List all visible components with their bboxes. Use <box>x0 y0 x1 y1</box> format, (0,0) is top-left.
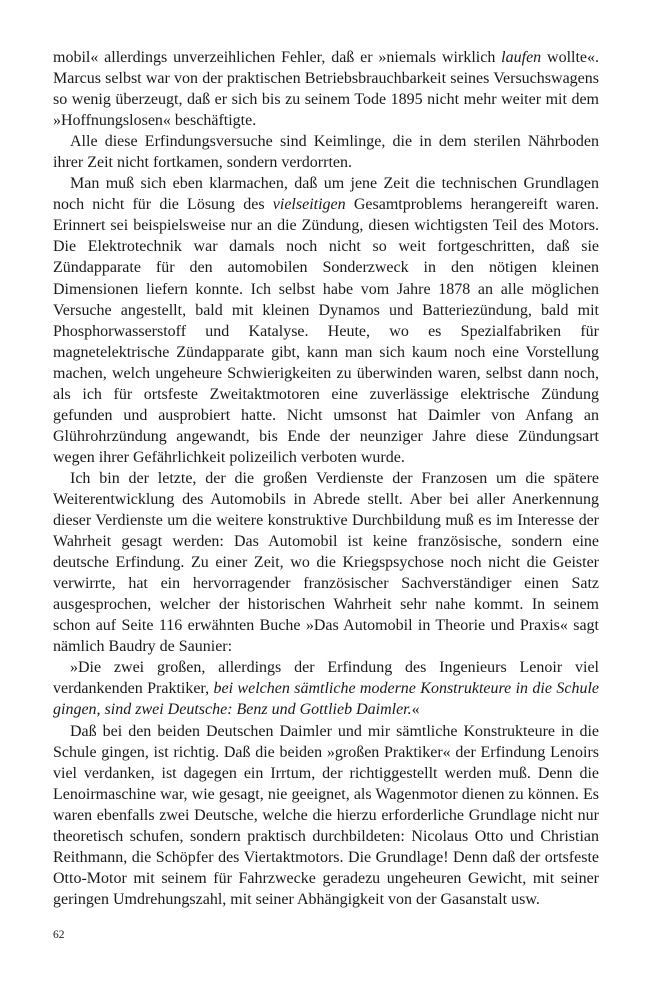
paragraph <box>53 131 599 173</box>
paragraph <box>53 173 599 468</box>
text-run: Alle diese Erfindungsversuche sind Keimlinge, die in dem sterilen Nährboden ihrer Zeit nicht fortkamen, sondern verdorrten. <box>53 133 599 172</box>
text-run: « <box>411 701 420 719</box>
paragraph <box>53 721 599 910</box>
text-run: Ich bin der letzte, der die großen Verdienste der Franzosen um die spätere Weiterentwicklung des Automobils in Abrede stellt. Aber bei aller Anerkennung dieser Verdienste um die weitere konstruktive Durchbildung muß es im Interesse der Wahrheit gesagt werden: Das Automobil ist keine französische, sondern eine deutsche Erfindung. Zu einer Zeit, wo die Kriegspsychose noch nicht die Geister verwirrte, hat ein hervorragender französischer Sachverständiger einen Satz ausgesprochen, welcher der historischen Wahrheit sehr nahe kommt. In seinem schon auf Seite 116 erwähnten Buche »Das Automobil in Theorie und Praxis« sagt nämlich Baudry de Saunier: <box>53 469 599 656</box>
text-run: Man muß sich eben klarmachen, daß um jene Zeit die technischen Grundlagen noch nicht für die Lösung des <box>53 175 599 214</box>
italic-text: bei welchen sämtliche moderne Konstrukteure in die Schule gingen, sind zwei Deutsche: Benz und Gottlieb Daimler. <box>53 680 599 719</box>
text-run: mobil« allerdings unverzeihlichen Fehler, daß er »niemals wirklich <box>53 49 502 66</box>
page-number: 62 <box>53 929 65 941</box>
italic-text: vielseitigen <box>272 196 346 214</box>
italic-text: laufen <box>501 49 542 66</box>
text-run: »Die zwei großen, allerdings der Erfindung des Ingenieurs Lenoir viel verdankenden Praktiker, <box>53 659 599 698</box>
text-run: Gesamtproblems herangereift waren. Erinnert sei beispielsweise nur an die Zündung, diesen wichtigsten Teil des Motors. Die Elektrotechnik war damals noch nicht so weit fortgeschritten, daß sie Zündapparate für den automobilen Sonderzweck in den nötigen kleinen Dimensionen liefern konnte. Ich selbst habe vom Jahre 1878 an alle möglichen Versuche angestellt, bald mit kleinen Dynamos und Batteriezündung, bald mit Phosphorwasserstoff und Katalyse. Heute, wo es Spezialfabriken für magnetelektrische Zündapparate gibt, kann man sich kaum noch eine Vorstellung machen, welch ungeheure Schwierigkeiten zu überwinden waren, selbst dann noch, als ich für ortsfeste Zweitaktmotoren eine zuverlässige elektrische Zündung gefunden und ausprobiert hatte. Nicht umsonst hat Daimler von Anfang an Glührohrzündung angewandt, bis Ende der neunziger Jahre diese Zündungsart wegen ihrer Gefährlichkeit polizeilich verboten wurde. <box>53 196 600 466</box>
paragraph <box>53 468 599 657</box>
text-run: wollte«. Marcus selbst war von der praktischen Betriebsbrauchbarkeit seines Versuchswagens so wenig überzeugt, daß er sich bis zu seinem Tode 1895 nicht mehr weiter mit dem »Hoffnungslosen« beschäftigte. <box>53 49 600 130</box>
paragraph <box>53 657 599 720</box>
paragraph <box>53 47 599 131</box>
text-run: Daß bei den beiden Deutschen Daimler und mir sämtliche Konstrukteure in die Schule gingen, ist richtig. Daß die beiden »großen Praktiker« der Erfindung Lenoirs viel verdanken, ist dagegen ein Irrtum, der richtiggestellt werden muß. Denn die Lenoirmaschine war, wie gesagt, nie geeignet, als Wagenmotor dienen zu können. Es waren ebenfalls zwei Deutsche, welche die hierzu erforderliche Grundlage nicht nur theoretisch schufen, sondern praktisch durchbildeten: Nicolaus Otto und Christian Reithmann, die Schöpfer des Viertaktmotors. Die Grundlage! Denn daß der ortsfeste Otto-Motor mit seinem für Fahrzwecke geradezu ungeheuren Gewicht, mit seiner geringen Umdrehungszahl, mit seiner Abhängigkeit von der Gasanstalt usw. <box>53 722 599 908</box>
page-body <box>53 47 599 910</box>
